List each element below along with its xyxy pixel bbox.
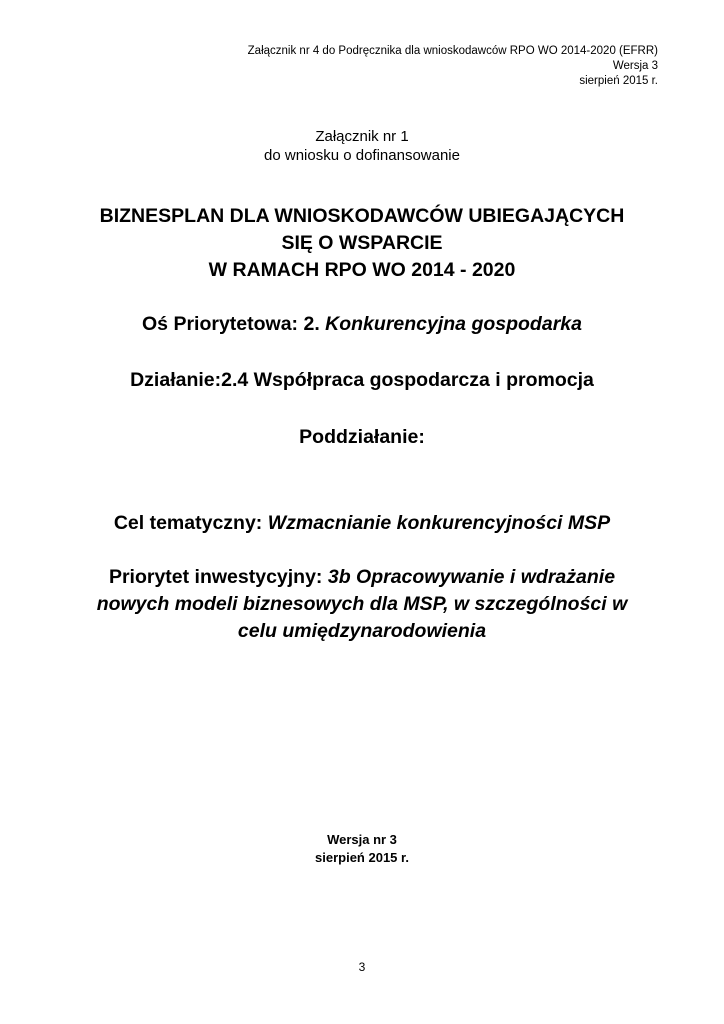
version-number: Wersja nr 3 (327, 832, 397, 847)
header-date: sierpień 2015 r. (579, 75, 658, 87)
investment-priority (0, 564, 724, 645)
attachment-number: Załącznik nr 1 (315, 128, 409, 145)
page-number: 3 (358, 960, 366, 974)
version-block (0, 831, 724, 867)
document-header (248, 44, 658, 89)
title-line-2: SIĘ O WSPARCIE (281, 232, 443, 254)
version-date: sierpień 2015 r. (315, 850, 409, 865)
thematic-goal-label: Cel tematyczny: (113, 512, 268, 534)
investment-priority-value-2: nowych modeli biznesowych dla MSP, w szczególności w (96, 593, 628, 615)
subaction-text: Poddziałanie: (299, 426, 425, 448)
thematic-goal-value: Wzmacnianie konkurencyjności MSP (267, 512, 611, 534)
priority-axis (0, 311, 724, 337)
action-text: Działanie:2.4 Współpraca gospodarcza i promocja (130, 369, 594, 391)
header-version: Wersja 3 (612, 60, 658, 72)
title-line-3: W RAMACH RPO WO 2014 - 2020 (208, 259, 516, 281)
priority-axis-value: Konkurencyjna gospodarka (325, 313, 582, 335)
thematic-goal (0, 510, 724, 536)
investment-priority-value-1: 3b Opracowywanie i wdrażanie (327, 566, 616, 588)
header-annex-reference: Załącznik nr 4 do Podręcznika dla wnioskodawców RPO WO 2014-2020 (EFRR) (247, 45, 658, 57)
document-title (0, 203, 724, 284)
subaction-heading (0, 424, 724, 450)
investment-priority-label: Priorytet inwestycyjny: (108, 566, 328, 588)
investment-priority-value-3: celu umiędzynarodowienia (237, 620, 487, 642)
priority-axis-label: Oś Priorytetowa: 2. (142, 313, 326, 335)
title-line-1: BIZNESPLAN DLA WNIOSKODAWCÓW UBIEGAJĄCYCH (99, 205, 625, 227)
attachment-description: do wniosku o dofinansowanie (264, 147, 460, 164)
action-heading (0, 367, 724, 393)
attachment-label (0, 127, 724, 165)
